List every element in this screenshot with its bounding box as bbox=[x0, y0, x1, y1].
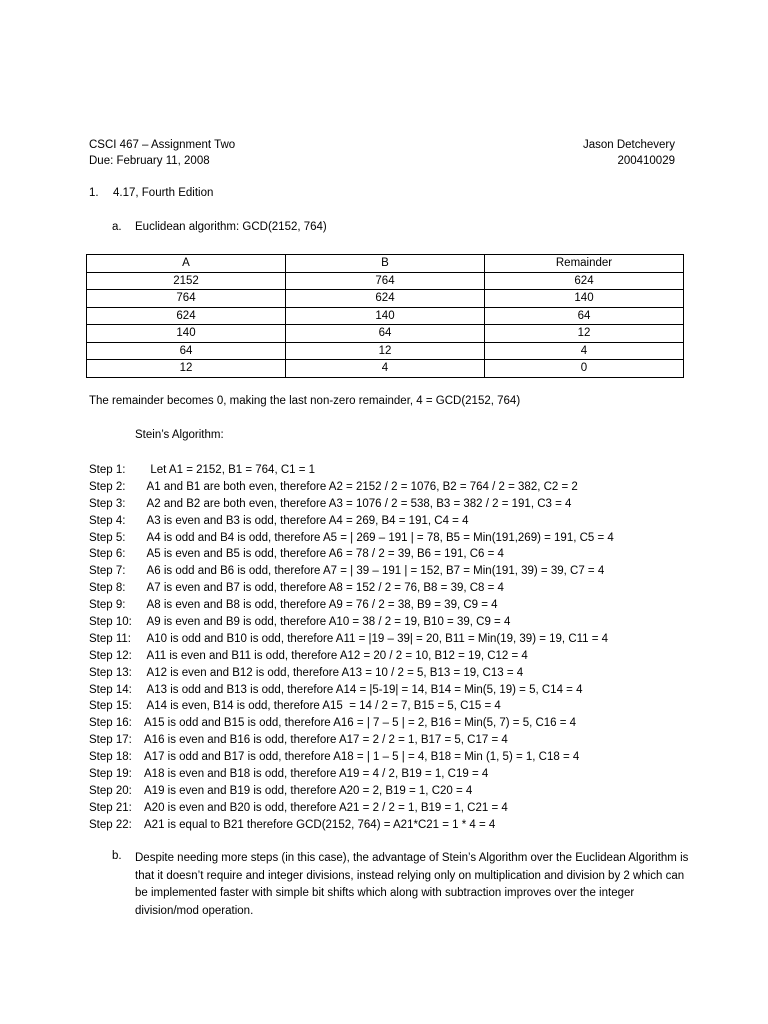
step-line bbox=[89, 631, 614, 648]
step-label: Step 13: bbox=[89, 666, 132, 679]
header-right bbox=[583, 137, 675, 169]
step-label: Step 20: bbox=[89, 784, 132, 797]
step-line bbox=[89, 546, 614, 563]
step-line bbox=[89, 563, 614, 580]
step-line bbox=[89, 732, 614, 749]
part-b-letter: b. bbox=[112, 850, 122, 862]
header-left bbox=[89, 137, 235, 169]
step-text: A16 is even and B16 is odd, therefore A17 = 2 / 2 = 1, B17 = 5, C17 = 4 bbox=[144, 734, 508, 747]
table-cell: 624 bbox=[87, 307, 286, 325]
step-label: Step 4: bbox=[89, 514, 126, 527]
step-text: Let A1 = 2152, B1 = 764, C1 = 1 bbox=[144, 464, 316, 476]
part-b-paragraph: Despite needing more steps (in this case), the advantage of Stein’s Algorithm over the Euclidean Algorithm is that it doesn’t require and integer divisions, instead relying only on multiplication and division by 2 which can be implemented faster with simple bit shifts which along with subtraction improves over the integer division/mod operation. bbox=[135, 852, 689, 917]
step-line bbox=[89, 614, 614, 631]
part-a-letter: a. bbox=[112, 221, 122, 233]
step-line bbox=[89, 597, 614, 614]
step-text: A17 is odd and B17 is odd, therefore A18 = | 1 – 5 | = 4, B18 = Min (1, 5) = 1, C18 = 4 bbox=[144, 751, 580, 764]
table-cell: 764 bbox=[286, 272, 485, 290]
step-text: A7 is even and B7 is odd, therefore A8 = 152 / 2 = 76, B8 = 39, C8 = 4 bbox=[144, 582, 504, 595]
student-id: 200410029 bbox=[617, 155, 675, 167]
table-header-row bbox=[87, 255, 684, 273]
table-cell: 140 bbox=[286, 307, 485, 325]
step-line bbox=[89, 800, 614, 817]
step-label: Step 10: bbox=[89, 616, 132, 629]
column-header-remainder: Remainder bbox=[485, 255, 684, 273]
step-label: Step 14: bbox=[89, 683, 132, 696]
table-cell: 12 bbox=[485, 325, 684, 343]
step-text: A19 is even and B19 is odd, therefore A20 = 2, B19 = 1, C20 = 4 bbox=[144, 784, 473, 797]
step-label: Step 7: bbox=[89, 565, 126, 578]
table-row bbox=[87, 272, 684, 290]
step-line bbox=[89, 580, 614, 597]
step-label: Step 11: bbox=[89, 632, 131, 645]
step-label: Step 21: bbox=[89, 801, 132, 814]
table-cell: 12 bbox=[286, 342, 485, 360]
stein-steps bbox=[89, 462, 614, 834]
table-cell: 64 bbox=[286, 325, 485, 343]
step-text: A5 is even and B5 is odd, therefore A6 = 78 / 2 = 39, B6 = 191, C6 = 4 bbox=[144, 548, 504, 561]
remainder-note: The remainder becomes 0, making the last non-zero remainder, 4 = GCD(2152, 764) bbox=[89, 395, 521, 407]
step-line bbox=[89, 817, 614, 834]
author-name: Jason Detchevery bbox=[582, 139, 675, 151]
column-header-b: B bbox=[286, 255, 485, 273]
table-cell: 64 bbox=[485, 307, 684, 325]
step-label: Step 5: bbox=[89, 531, 126, 544]
table-cell: 764 bbox=[87, 290, 286, 308]
euclidean-table bbox=[86, 254, 684, 378]
step-label: Step 1: bbox=[89, 464, 126, 476]
step-line bbox=[89, 715, 614, 732]
table-cell: 64 bbox=[87, 342, 286, 360]
step-label: Step 16: bbox=[89, 717, 132, 730]
table-cell: 140 bbox=[87, 325, 286, 343]
step-line bbox=[89, 766, 614, 783]
step-text: A9 is even and B9 is odd, therefore A10 = 38 / 2 = 19, B10 = 39, C9 = 4 bbox=[144, 616, 511, 629]
table-cell: 4 bbox=[485, 342, 684, 360]
step-text: A1 and B1 are both even, therefore A2 = 2152 / 2 = 1076, B2 = 764 / 2 = 382, C2 = 2 bbox=[144, 480, 578, 493]
table-row bbox=[87, 342, 684, 360]
step-label: Step 8: bbox=[89, 582, 126, 595]
step-label: Step 18: bbox=[89, 751, 132, 764]
step-text: A2 and B2 are both even, therefore A3 = 1076 / 2 = 538, B3 = 382 / 2 = 191, C3 = 4 bbox=[144, 497, 572, 510]
part-a-title: Euclidean algorithm: GCD(2152, 764) bbox=[135, 221, 327, 233]
step-text: A11 is even and B11 is odd, therefore A12 = 20 / 2 = 10, B12 = 19, C12 = 4 bbox=[144, 649, 528, 662]
step-text: A15 is odd and B15 is odd, therefore A16 = | 7 – 5 | = 2, B16 = Min(5, 7) = 5, C16 = 4 bbox=[144, 717, 577, 730]
step-line bbox=[89, 682, 614, 699]
column-header-a: A bbox=[87, 255, 286, 273]
step-text: A3 is even and B3 is odd, therefore A4 = 269, B4 = 191, C4 = 4 bbox=[144, 514, 469, 527]
step-line bbox=[89, 496, 614, 513]
step-line bbox=[89, 665, 614, 682]
step-label: Step 9: bbox=[89, 599, 126, 612]
table-cell: 624 bbox=[485, 272, 684, 290]
step-text: A13 is odd and B13 is odd, therefore A14 = |5-19| = 14, B14 = Min(5, 19) = 5, C14 = 4 bbox=[144, 683, 583, 696]
step-label: Step 2: bbox=[89, 480, 126, 493]
table-cell: 624 bbox=[286, 290, 485, 308]
due-date: Due: February 11, 2008 bbox=[89, 155, 210, 167]
step-text: A21 is equal to B21 therefore GCD(2152, 764) = A21*C21 = 1 * 4 = 4 bbox=[144, 818, 496, 831]
step-text: A10 is odd and B10 is odd, therefore A11 = |19 – 39| = 20, B11 = Min(19, 39) = 19, C11 = 4 bbox=[144, 632, 609, 645]
step-label: Step 22: bbox=[89, 818, 132, 831]
table-row bbox=[87, 307, 684, 325]
step-label: Step 6: bbox=[89, 548, 126, 561]
question-title: 4.17, Fourth Edition bbox=[113, 187, 214, 199]
step-label: Step 3: bbox=[89, 497, 126, 510]
step-text: A6 is odd and B6 is odd, therefore A7 = | 39 – 191 | = 152, B7 = Min(191, 39) = 39, C7 = 4 bbox=[144, 565, 605, 578]
table-row bbox=[87, 360, 684, 378]
step-line bbox=[89, 749, 614, 766]
stein-title: Stein’s Algorithm: bbox=[135, 429, 224, 441]
step-line bbox=[89, 513, 614, 530]
table-cell: 140 bbox=[485, 290, 684, 308]
question-number: 1. bbox=[89, 187, 99, 199]
step-text: A18 is even and B18 is odd, therefore A19 = 4 / 2, B19 = 1, C19 = 4 bbox=[144, 768, 489, 781]
step-line bbox=[89, 530, 614, 547]
step-label: Step 19: bbox=[89, 768, 132, 781]
step-label: Step 17: bbox=[89, 734, 132, 747]
step-text: A8 is even and B8 is odd, therefore A9 = 76 / 2 = 38, B9 = 39, C9 = 4 bbox=[144, 599, 498, 612]
table-cell: 2152 bbox=[87, 272, 286, 290]
course-title: CSCI 467 – Assignment Two bbox=[89, 139, 236, 151]
step-line bbox=[89, 479, 614, 496]
step-line bbox=[89, 648, 614, 665]
table-row bbox=[87, 290, 684, 308]
step-line bbox=[89, 698, 614, 715]
table-cell: 0 bbox=[485, 360, 684, 378]
step-text: A14 is even, B14 is odd, therefore A15 = 14 / 2 = 7, B15 = 5, C15 = 4 bbox=[144, 700, 501, 713]
step-text: A4 is odd and B4 is odd, therefore A5 = | 269 – 191 | = 78, B5 = Min(191,269) = 191, C5 = 4 bbox=[144, 531, 614, 544]
table-cell: 12 bbox=[87, 360, 286, 378]
step-text: A20 is even and B20 is odd, therefore A21 = 2 / 2 = 1, B19 = 1, C21 = 4 bbox=[144, 801, 508, 814]
step-text: A12 is even and B12 is odd, therefore A13 = 10 / 2 = 5, B13 = 19, C13 = 4 bbox=[144, 666, 524, 679]
table-cell: 4 bbox=[286, 360, 485, 378]
step-line bbox=[89, 462, 614, 479]
table-row bbox=[87, 325, 684, 343]
step-label: Step 12: bbox=[89, 649, 132, 662]
step-line bbox=[89, 783, 614, 800]
step-label: Step 15: bbox=[89, 700, 132, 713]
